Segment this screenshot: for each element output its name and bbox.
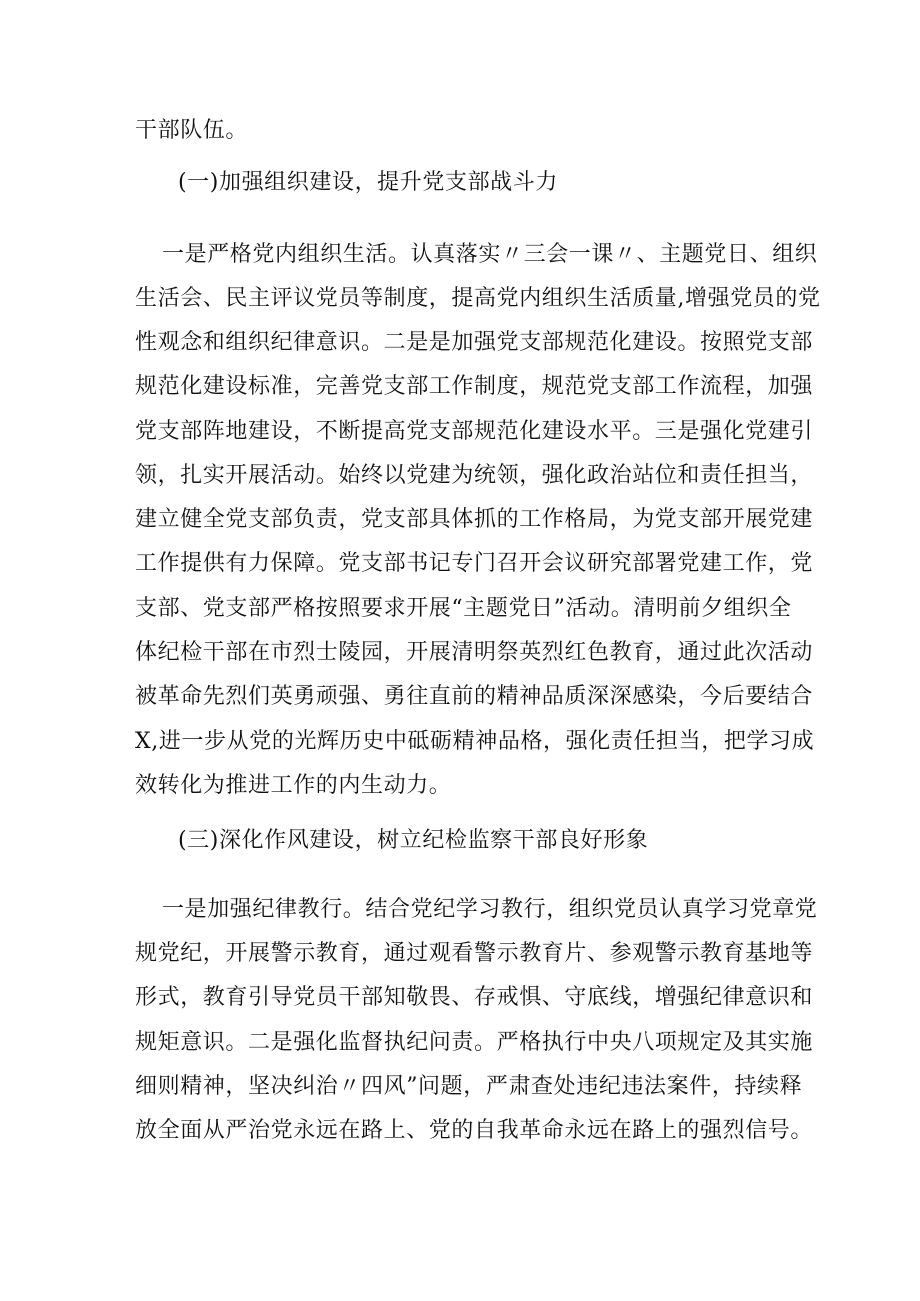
- paragraph-line: 体纪检干部在市烈士陵园，开展清明祭英烈红色教育，通过此次活动: [135, 640, 814, 665]
- paragraph-line: 生活会、民主评议党员等制度，提高党内组织生活质量,增强党员的党: [135, 286, 821, 311]
- paragraph-line: 一是严格党内组织生活。认真落实〃三会一课〃、主题党日、组织: [162, 242, 818, 267]
- paragraph-line: 性观念和组织纪律意识。二是是加强党支部规范化建设。按照党支部: [135, 330, 814, 355]
- paragraph-line: 放全面从严治党永远在路上、党的自我革命永远在路上的强烈信号。: [135, 1118, 814, 1143]
- paragraph-line: X,进一步从党的光辉历史中砥砺精神品格，强化责任担当，把学习成: [135, 729, 815, 754]
- paragraph-line: 规矩意识。二是强化监督执纪问责。严格执行中央八项规定及其实施: [135, 1030, 814, 1055]
- paragraph-line: 被革命先烈们英勇顽强、勇往直前的精神品质深深感染，今后要结合: [135, 684, 814, 709]
- paragraph-line: 建立健全党支部负责，党支部具体抓的工作格局，为党支部开展党建: [135, 507, 814, 532]
- paragraph-line: 规范化建设标准，完善党支部工作制度，规范党支部工作流程，加强: [135, 374, 814, 399]
- paragraph-line: 效转化为推进工作的内生动力。: [135, 773, 452, 798]
- paragraph-line: 规党纪，开展警示教育，通过观看警示教育片、参观警示教育基地等: [135, 941, 814, 966]
- paragraph-line: 工作提供有力保障。党支部书记专门召开会议研究部署党建工作，党: [135, 551, 814, 576]
- paragraph-line: 一是加强纪律教行。结合党纪学习教行，组织党员认真学习党章党: [162, 897, 818, 922]
- paragraph-line: 党支部阵地建设，不断提高党支部规范化建设水平。三是强化党建引: [135, 419, 814, 444]
- paragraph-line: 形式，教育引导党员干部知敬畏、存戒惧、守底线，增强纪律意识和: [135, 985, 814, 1010]
- section-heading-work-style: (三)深化作风建设，树立纪检监察干部良好形象: [178, 828, 649, 853]
- paragraph-line: 支部、党支部严格按照要求开展“主题党日”活动。清明前夕组织全: [135, 596, 792, 621]
- paragraph-line: 领，扎实开展活动。始终以党建为统领，强化政治站位和责任担当，: [135, 463, 814, 488]
- paragraph-line: 细则精神，坚决纠治〃四风”问题，严肃查处违纪违法案件，持续释: [135, 1074, 803, 1099]
- paragraph-continuation-line: 干部队伍。: [135, 118, 249, 143]
- section-heading-organization: (一)加强组织建设，提升党支部战斗力: [178, 170, 558, 195]
